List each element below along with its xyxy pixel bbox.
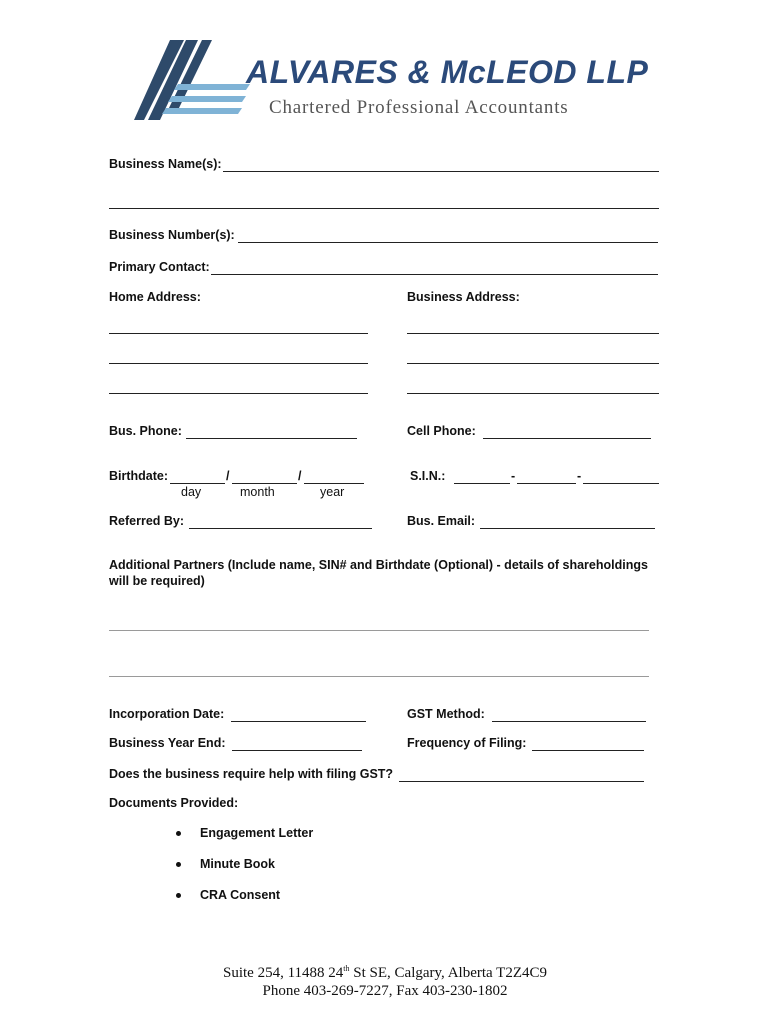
business-year-end-label: Business Year End: xyxy=(109,736,226,750)
bullet-icon xyxy=(176,862,181,867)
footer-address-pre: Suite 254, 11488 24 xyxy=(223,965,344,981)
cell-phone-label: Cell Phone: xyxy=(407,424,476,438)
bus-phone-label: Bus. Phone: xyxy=(109,424,182,438)
additional-partners-label: Additional Partners (Include name, SIN# and Birthdate (Optional) - details of shareholdings xyxy=(109,558,648,572)
bus-phone-field[interactable] xyxy=(186,438,357,439)
gst-method-field[interactable] xyxy=(492,721,646,722)
additional-partners-line-1[interactable] xyxy=(109,630,649,631)
frequency-of-filing-field[interactable] xyxy=(532,750,644,751)
business-names-field[interactable] xyxy=(223,171,659,172)
business-names-field-2[interactable] xyxy=(109,208,659,209)
home-address-line-3[interactable] xyxy=(109,393,368,394)
sin-field-3[interactable] xyxy=(583,483,659,484)
additional-partners-line-2[interactable] xyxy=(109,676,649,677)
footer-address-sup: th xyxy=(343,964,350,973)
footer-address xyxy=(0,964,770,982)
birthdate-day-field[interactable] xyxy=(170,483,225,484)
sin-field-1[interactable] xyxy=(454,483,510,484)
sin-separator: - xyxy=(511,469,516,483)
sin-separator: - xyxy=(577,469,582,483)
bus-email-field[interactable] xyxy=(480,528,655,529)
primary-contact-label: Primary Contact: xyxy=(109,260,210,274)
document-item: CRA Consent xyxy=(200,888,281,902)
day-caption: day xyxy=(181,485,202,499)
business-address-line-2[interactable] xyxy=(407,363,659,364)
birthdate-separator: / xyxy=(298,469,302,483)
document-item: Engagement Letter xyxy=(200,826,314,840)
referred-by-field[interactable] xyxy=(189,528,372,529)
primary-contact-field[interactable] xyxy=(211,274,658,275)
document-item: Minute Book xyxy=(200,857,275,871)
footer-address-post: St SE, Calgary, Alberta T2Z4C9 xyxy=(349,965,547,981)
home-address-line-1[interactable] xyxy=(109,333,368,334)
incorporation-date-field[interactable] xyxy=(231,721,366,722)
gst-method-label: GST Method: xyxy=(407,707,485,721)
business-address-line-1[interactable] xyxy=(407,333,659,334)
business-numbers-label: Business Number(s): xyxy=(109,228,235,242)
bullet-icon xyxy=(176,893,181,898)
business-names-label: Business Name(s): xyxy=(109,157,222,171)
firm-tagline: Chartered Professional Accountants xyxy=(269,97,569,118)
home-address-label: Home Address: xyxy=(109,290,201,304)
home-address-line-2[interactable] xyxy=(109,363,368,364)
footer-phone-fax: Phone 403-269-7227, Fax 403-230-1802 xyxy=(262,983,508,999)
month-caption: month xyxy=(240,485,275,499)
birthdate-month-field[interactable] xyxy=(232,483,297,484)
bullet-icon xyxy=(176,831,181,836)
firm-name: ALVARES & McLEOD LLP xyxy=(246,54,649,90)
birthdate-label: Birthdate: xyxy=(109,469,169,483)
birthdate-year-field[interactable] xyxy=(304,483,364,484)
incorporation-date-label: Incorporation Date: xyxy=(109,707,225,721)
bus-email-label: Bus. Email: xyxy=(407,514,476,528)
business-address-label: Business Address: xyxy=(407,290,520,304)
business-numbers-field[interactable] xyxy=(238,242,658,243)
cell-phone-field[interactable] xyxy=(483,438,651,439)
sin-field-2[interactable] xyxy=(517,483,576,484)
birthdate-separator: / xyxy=(226,469,230,483)
gst-help-label: Does the business require help with filing GST? xyxy=(109,767,394,781)
business-address-line-3[interactable] xyxy=(407,393,659,394)
referred-by-label: Referred By: xyxy=(109,514,185,528)
business-year-end-field[interactable] xyxy=(232,750,362,751)
frequency-of-filing-label: Frequency of Filing: xyxy=(407,736,527,750)
additional-partners-label-2: will be required) xyxy=(109,574,205,588)
sin-label: S.I.N.: xyxy=(410,469,446,483)
documents-provided-label: Documents Provided: xyxy=(109,796,239,810)
gst-help-field[interactable] xyxy=(399,781,644,782)
year-caption: year xyxy=(320,485,345,499)
logo-mark-icon xyxy=(134,40,259,125)
